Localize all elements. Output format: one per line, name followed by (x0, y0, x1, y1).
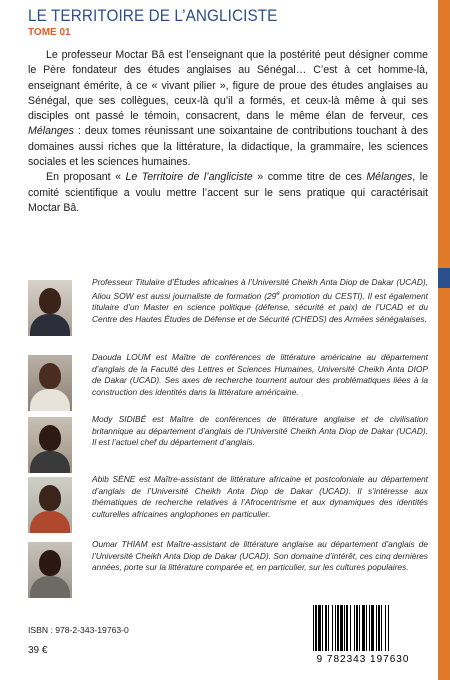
blurb-text: En proposant « (46, 171, 126, 184)
author-bio-text: Daouda LOUM est Maître de conférences de littérature américaine au département d’anglais de la Faculté des Lettres et Sciences Humaines, Université Cheikh Anta DIOP de Dakar (UCAD). Ses axes de recherche tournent autour des problématiques liées à la construction des identités dans la littérature américaine. (92, 352, 428, 397)
author-bio-5 (28, 539, 428, 598)
blurb-text: , le comité scientifique a voulu mettre l’accent sur le sens pratique qui caractérisait Moctar Bâ. (28, 171, 428, 214)
blurb-paragraph-1 (28, 48, 428, 170)
barcode-bars (307, 603, 419, 653)
author-bio-2 (28, 352, 428, 411)
spine-accent-mark (438, 268, 450, 288)
spine-stripe (438, 0, 450, 680)
blurb-paragraph-2 (28, 170, 428, 216)
barcode (307, 603, 419, 665)
author-bio-text: Abib SÈNE est Maître-assistant de littérature africaine et postcoloniale au département d’anglais de l’Université Cheikh Anta Diop de Dakar (UCAD). Il s’intéresse aux thématiques de recherche relatives à l’Afrocentrisme et aux dynamiques des identités culturelles africaines anglophones en particulier. (92, 474, 428, 519)
price: 39 € (28, 645, 48, 656)
author-bio-1 (28, 277, 428, 336)
book-title: LE TERRITOIRE DE L’ANGLICISTE (28, 6, 278, 25)
author-bio-text: Professeur Titulaire d’Études africaines à l’Université Cheikh Anta Diop de Dakar (UCAD), Aliou SOW est aussi journaliste de formation (29e promotion du CESTI). Il est également titulaire d’un Master en science politique (défense, sécurité et paix) de l’UCAD et du Centre des Hautes Études de Défense et de Sécurité (CHEDS) des Armées sénégalaises. (92, 277, 428, 324)
author-photo (28, 280, 72, 336)
author-bio-text: Mody SIDIBÉ est Maître de conférences de littérature anglaise et de civilisation britannique au département d’anglais de l’Université Cheikh Anta Diop de Dakar (UCAD). Il est l’actuel chef du département d’anglais. (92, 414, 428, 448)
blurb-italic: Mélanges (366, 171, 413, 184)
author-bio-3 (28, 414, 428, 473)
blurb-text: : deux tomes réunissant une soixantaine de contributions touchant à des domaines aussi riches que la littérature, la didactique, la grammaire, les sciences sociales et les sciences humaines. (28, 125, 428, 169)
author-photo (28, 542, 72, 598)
blurb-text: Le professeur Moctar Bâ est l’enseignant que la postérité peut désigner comme le Père fondateur des études anglaises au Sénégal… C’est à cet homme-là, enseignant émérite, à ce « vivant pilier », figure de proue des études anglaises au Sénégal, que ses collègues, ceux-là qu’il a formés, et ceux-là même à qui ses disciples ont passé le témoin, consacrent, dans le même élan de ferveur, ces (28, 49, 428, 123)
author-bio-text: Oumar THIAM est Maître-assistant de littérature anglaise au département d’anglais de l’Université Cheikh Anta Diop de Dakar (UCAD). Son domaine d’intérêt, ces cinq dernières années, porte sur la littérature comparée et, en particulier, sur les cultures populaires. (92, 539, 428, 573)
blurb-italic: Le Territoire de l’angliciste (125, 171, 253, 184)
author-photo (28, 477, 72, 533)
author-photo (28, 417, 72, 473)
header (28, 6, 305, 38)
isbn: ISBN : 978-2-343-19763-0 (28, 625, 129, 635)
author-photo (28, 355, 72, 411)
author-bio-4 (28, 474, 428, 533)
barcode-number: 9 782343 197630 (316, 654, 410, 665)
blurb-italic: Mélanges (28, 125, 74, 138)
back-cover-blurb (28, 48, 428, 216)
tome-label: TOME 01 (28, 27, 71, 38)
blurb-text: » comme titre de ces (252, 171, 367, 184)
